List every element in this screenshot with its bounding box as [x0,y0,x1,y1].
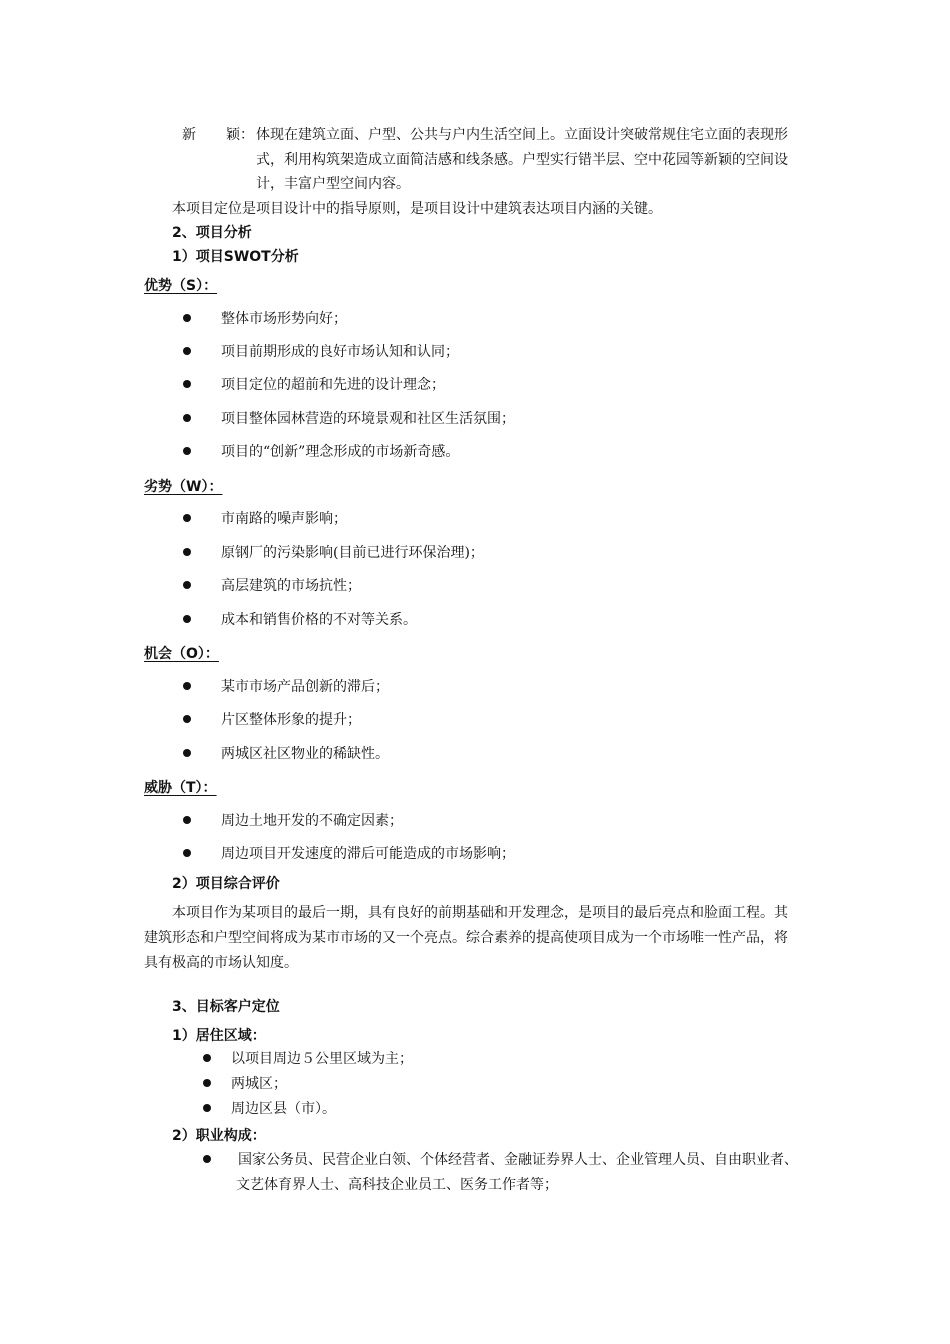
list-item: 片区整体形象的提升； [221,712,361,728]
threats-label: 威胁（T）： [144,780,217,796]
term-definition-line-1: 体现在建筑立面、户型、公共与户内生活空间上。立面设计突破常规住宅立面的表现形 [256,127,788,143]
bullet-icon [183,447,191,455]
evaluation-line-3: 具有极高的市场认知度。 [144,955,298,971]
list-item: 市南路的噪声影响； [221,511,347,527]
list-item: 周边土地开发的不确定因素； [221,813,403,829]
opportunities-label: 机会（O）： [144,646,219,662]
swot-subheading: 1）项目SWOT分析 [172,249,299,265]
occupation-line-2: 文艺体育界人士、高科技企业员工、医务工作者等； [236,1177,558,1193]
evaluation-line-1: 本项目作为某项目的最后一期，具有良好的前期基础和开发理念，是项目的最后亮点和脸面工程。其 [172,905,788,921]
list-item: 以项目周边５公里区域为主； [231,1051,413,1067]
occupation-subheading: 2）职业构成： [172,1128,266,1144]
list-item: 周边项目开发速度的滞后可能造成的市场影响； [221,846,515,862]
term-definition-line-3: 计，丰富户型空间内容。 [256,176,410,192]
bullet-icon [183,514,191,522]
section-3-heading: 3、目标客户定位 [172,999,280,1015]
bullet-icon [183,548,191,556]
list-item: 项目的“创新”理念形成的市场新奇感。 [221,444,460,460]
list-item: 项目前期形成的良好市场认知和认同； [221,344,459,360]
list-item: 整体市场形势向好； [221,311,347,327]
bullet-icon [183,414,191,422]
term-definition-line-2: 式，利用构筑架造成立面简洁感和线条感。户型实行错半层、空中花园等新颖的空间设 [256,152,788,168]
bullet-icon [203,1054,211,1062]
bullet-icon [203,1155,211,1163]
bullet-icon [183,816,191,824]
bullet-icon [183,749,191,757]
bullet-icon [183,682,191,690]
list-item: 某市市场产品创新的滞后； [221,679,389,695]
bullet-icon [183,347,191,355]
region-subheading: 1）居住区域： [172,1028,266,1044]
list-item: 成本和销售价格的不对等关系。 [221,612,417,628]
list-item: 项目定位的超前和先进的设计理念； [221,377,445,393]
bullet-icon [183,715,191,723]
list-item: 两城区； [231,1076,287,1092]
strengths-label: 优势（S）： [144,278,218,294]
bullet-icon [203,1104,211,1112]
evaluation-subheading: 2）项目综合评价 [172,876,280,892]
occupation-line-1: 国家公务员、民营企业白领、个体经营者、金融证券界人士、企业管理人员、自由职业者、 [238,1152,798,1168]
bullet-icon [183,380,191,388]
list-item: 高层建筑的市场抗性； [221,578,361,594]
list-item: 两城区社区物业的稀缺性。 [221,746,389,762]
bullet-icon [183,849,191,857]
evaluation-line-2: 建筑形态和户型空间将成为某市市场的又一个亮点。综合素养的提高使项目成为一个市场唯一性产品，将 [144,930,788,946]
term-label-a: 新 [182,127,196,143]
list-item: 项目整体园林营造的环境景观和社区生活氛围； [221,411,515,427]
bullet-icon [183,314,191,322]
bullet-icon [203,1079,211,1087]
weaknesses-label: 劣势（W）： [144,479,223,495]
bullet-icon [183,581,191,589]
term-label-b: 颖： [226,127,254,143]
list-item: 周边区县（市）。 [231,1101,336,1117]
positioning-summary: 本项目定位是项目设计中的指导原则，是项目设计中建筑表达项目内涵的关键。 [172,201,662,217]
bullet-icon [183,615,191,623]
section-2-heading: 2、项目分析 [172,225,252,241]
list-item: 原钢厂的污染影响(目前已进行环保治理)； [221,545,484,561]
